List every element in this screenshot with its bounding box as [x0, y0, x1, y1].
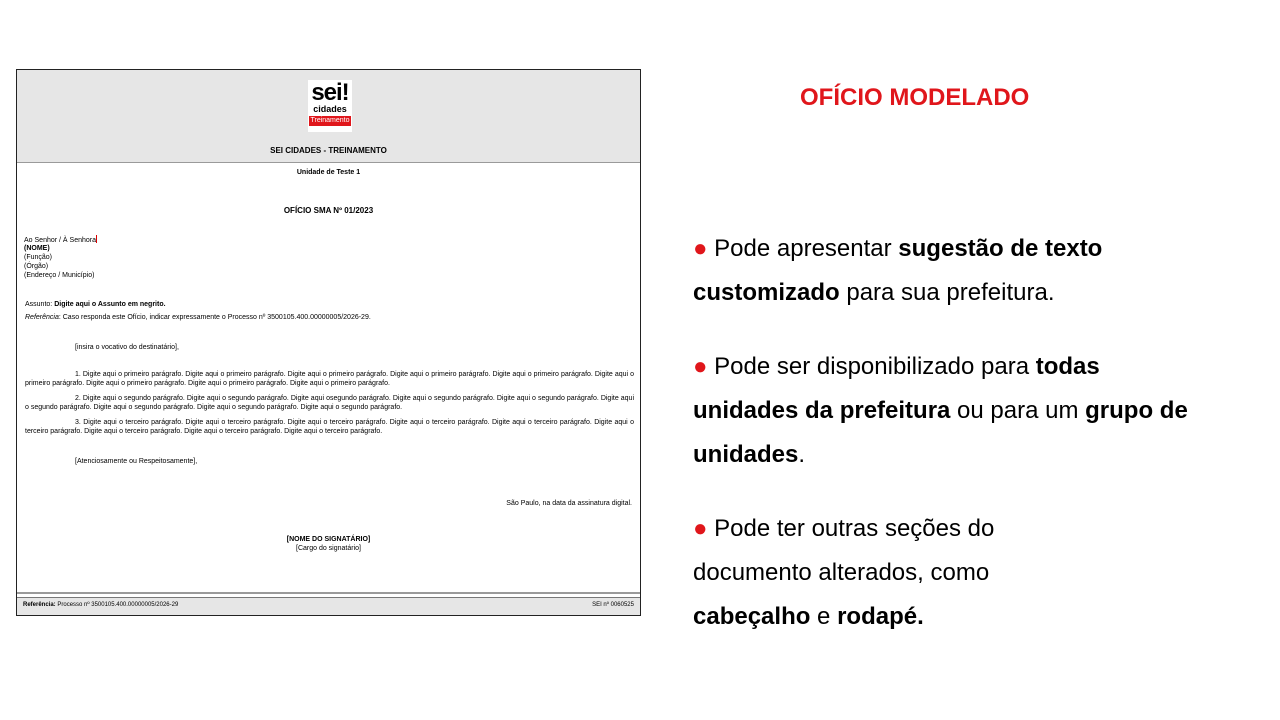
closing: [Atenciosamente ou Respeitosamente],	[75, 458, 198, 465]
signatory-name: [NOME DO SIGNATÁRIO]	[286, 536, 371, 543]
paragraph-2: 2. Digite aqui o segundo parágrafo. Digite aqui o segundo parágrafo. Digite aqui osegundo parágrafo. Digite aqui o segundo parágrafo. Digite aqui o segundo parágrafo. Digite aqui o segundo parágrafo. Digite aqui o segundo parágrafo. Digite aqui o segundo parágrafo. Digite aqui o segundo parágrafo.	[25, 395, 634, 411]
logo-main-text: sei!	[311, 79, 349, 106]
document-preview	[16, 69, 641, 616]
bullet-3: ● Pode ter outras seções do documento alterados, como cabeçalho e rodapé.	[693, 515, 995, 630]
logo-sub-text: cidades	[313, 104, 347, 114]
reference-line: Referência: Caso responda este Ofício, indicar expressamente o Processo nº 3500105.400.00000005/2026-29.	[25, 314, 371, 321]
footer-reference: Referência: Processo nº 3500105.400.00000005/2026-29	[23, 602, 179, 608]
paragraph-1: 1. Digite aqui o primeiro parágrafo. Digite aqui o primeiro parágrafo. Digite aqui o primeiro parágrafo. Digite aqui o primeiro parágrafo. Digite aqui o primeiro parágrafo. Digite aqui o primeiro parágrafo. Digite aqui o primeiro parágrafo. Digite aqui o primeiro parágrafo. Digite aqui o primeiro parágrafo.	[25, 371, 634, 387]
vocative: [insira o vocativo do destinatário],	[75, 344, 179, 351]
logo-badge: Treinamento	[310, 117, 350, 124]
bullet-1: ● Pode apresentar sugestão de texto customizado para sua prefeitura.	[693, 235, 1103, 306]
header-title: SEI CIDADES - TREINAMENTO	[270, 146, 387, 155]
bullet-icon: ●	[693, 235, 708, 262]
addressee-line-4: (Órgão)	[24, 263, 49, 270]
bullet-icon: ●	[693, 353, 708, 380]
addressee-line-3: (Função)	[24, 254, 53, 261]
place-date: São Paulo, na data da assinatura digital.	[506, 500, 632, 507]
signatory-role: [Cargo do signatário]	[296, 545, 361, 552]
unit-name: Unidade de Teste 1	[296, 169, 361, 176]
document-footer	[17, 597, 640, 616]
footer-divider	[17, 592, 640, 594]
addressee-line-1: Ao Senhor / À Senhora	[24, 237, 96, 244]
document-title: OFÍCIO SMA Nº 01/2023	[283, 206, 374, 215]
addressee-line-2: (NOME)	[24, 245, 50, 252]
footer-sei-number: SEI nº 0060525	[592, 602, 634, 608]
text-cursor	[96, 235, 97, 243]
addressee-line-5: (Endereço / Município)	[24, 272, 95, 279]
paragraph-3: 3. Digite aqui o terceiro parágrafo. Digite aqui o terceiro parágrafo. Digite aqui o terceiro parágrafo. Digite aqui o terceiro parágrafo. Digite aqui o terceiro parágrafo. Digite aqui o terceiro parágrafo. Digite aqui o terceiro parágrafo. Digite aqui o terceiro parágrafo. Digite aqui o terceiro parágrafo.	[25, 419, 634, 435]
slide-title: OFÍCIO MODELADO	[800, 84, 1030, 111]
bullet-2: ● Pode ser disponibilizado para todas unidades da prefeitura ou para um grupo de unidades.	[693, 353, 1188, 468]
sei-cidades-logo	[308, 80, 352, 132]
document-header	[17, 70, 640, 163]
subject-line: Assunto: Digite aqui o Assunto em negrito.	[25, 301, 166, 308]
bullet-icon: ●	[693, 515, 708, 542]
